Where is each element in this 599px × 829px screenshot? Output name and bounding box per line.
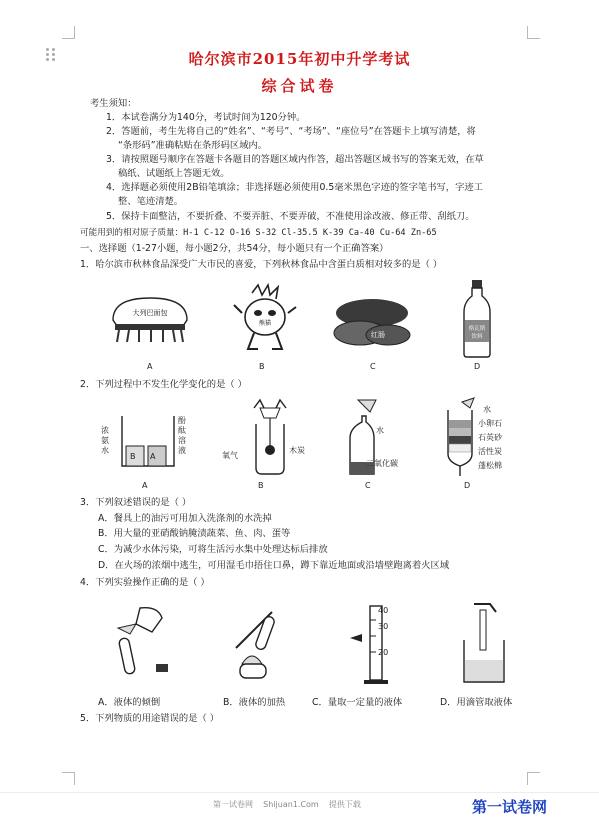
notice-item: 1．本试卷满分为140分，考试时间为120分钟。 [106, 112, 306, 123]
question-3-stem: 3．下列叙述错误的是（ ） [80, 497, 192, 508]
pouring-liquid-diagram [100, 604, 180, 684]
heating-liquid-diagram [222, 604, 292, 684]
q4-option-a: A．液体的倾倒 [98, 697, 161, 708]
q3-option-b: B．用大量的亚硝酸钠腌渍蔬菜、鱼、肉、蛋等 [98, 528, 291, 539]
footer-brand-logo[interactable]: 第一试卷网 [472, 798, 548, 816]
cylinder-tick-40: 40 [378, 606, 389, 615]
q3-option-d: D．在火场的浓烟中逃生，可用湿毛巾捂住口鼻，蹲下靠近地面或沿墙壁跑离着火区域 [98, 560, 450, 571]
notice-item: 3．请按照题号顺序在答题卡各题目的答题区域内作答，超出答题区域书写的答案无效，在草 [106, 154, 484, 165]
dropper-diagram [450, 600, 520, 686]
section-heading: 一、选择题（1-27小题，每小题2分，共54分，每小题只有一个正确答案） [80, 243, 389, 254]
atomic-masses: 可能用到的相对原子质量：H-1 C-12 O-16 S-32 Cl-35.5 K-39 Ca-40 Cu-64 Zn-65 [80, 228, 437, 238]
panda-mascot-image [230, 283, 300, 355]
footer-divider [0, 792, 599, 793]
measuring-cylinder-diagram [340, 600, 400, 686]
notice-item: 2．答题前，考生先将自己的“姓名”、“考号”、“考场”、“座位号”在答题卡上填写清楚，将 [106, 126, 476, 137]
option-label: A [147, 362, 153, 371]
q4-option-c: C．量取一定量的液体 [312, 697, 403, 708]
option-label: A [142, 481, 148, 490]
beaker-label-b: B [130, 452, 136, 461]
exam-title: 哈尔滨市2015年初中升学考试 [188, 50, 411, 68]
crop-mark-top-right [527, 26, 540, 39]
question-2-stem: 2．下列过程中不发生化学变化的是（ ） [80, 379, 247, 390]
panda-label: 熊猫 [258, 320, 272, 327]
label-oxygen: 氧气 [222, 451, 238, 460]
sausage-image [330, 295, 415, 350]
cylinder-tick-20: 20 [378, 648, 389, 657]
notice-item: 5．保持卡面整洁，不要折叠、不要弄脏、不要弄破，不准使用涂改液、修正带、刮纸刀。 [106, 211, 475, 222]
label-activated-carbon: 活性炭 [478, 447, 502, 456]
notice-item: 4．选择题必须使用2B铅笔填涂；非选择题必须使用0.5毫米黑色字迹的签字笔书写，字迹工 [106, 182, 483, 193]
question-5-stem: 5．下列物质的用途错误的是（ ） [80, 713, 220, 724]
label-cotton: 蓬松棉 [478, 461, 502, 470]
q3-option-a: A．餐具上的油污可用加入洗涤剂的水洗掉 [98, 513, 272, 524]
option-label: B [258, 481, 264, 490]
sausage-label: 红肠 [371, 331, 385, 339]
kvass-label: 格瓦斯 [468, 326, 486, 332]
q4-option-b: B．液体的加热 [223, 697, 286, 708]
option-label: C [370, 362, 376, 371]
q4-option-d: D．用滴管取液体 [440, 697, 513, 708]
exam-subtitle: 综合试卷 [261, 77, 338, 95]
notice-item: 整、笔迹清楚。 [118, 196, 184, 207]
question-4-stem: 4．下列实验操作正确的是（ ） [80, 577, 210, 588]
bread-image [105, 290, 195, 350]
question-1-stem: 1．哈尔滨市秋林食品深受广大市民的喜爱，下列秋林食品中含蛋白质相对较多的是（ ） [80, 259, 443, 270]
notice-heading: 考生须知： [90, 98, 137, 109]
label-phenolphthalein: 酚 酞 溶 液 [178, 416, 186, 455]
label-water-d: 水 [483, 405, 491, 414]
beaker-label-a: A [150, 452, 156, 461]
kvass-bottle-image [462, 280, 492, 358]
water-filter-diagram [440, 396, 480, 478]
drink-label: 饮料 [471, 334, 483, 340]
label-carbon-dioxide: 二氧化碳 [366, 459, 398, 468]
notice-item: 稿纸、试题纸上答题无效。 [118, 168, 230, 179]
charcoal-combustion-diagram [240, 398, 300, 476]
label-pebbles: 小卵石 [478, 419, 502, 428]
footer-text: 第一试卷网 Shijuan1.Com 提供下载 [213, 800, 361, 809]
ammonia-phenolphthalein-diagram [108, 410, 188, 470]
bread-label: 大列巴面包 [132, 309, 168, 317]
crop-mark-bottom-left [62, 772, 75, 785]
option-label: D [464, 481, 471, 490]
label-quartz-sand: 石英砂 [478, 433, 502, 442]
label-charcoal: 木炭 [289, 446, 305, 455]
option-label: D [474, 362, 481, 371]
q3-option-c: C．为减少水体污染，可将生活污水集中处理达标后排放 [98, 544, 328, 555]
label-water: 水 [376, 426, 384, 435]
cylinder-tick-30: 30 [378, 622, 389, 631]
notice-item: “条形码”准确粘贴在条形码区域内。 [118, 140, 268, 151]
option-label: C [365, 481, 371, 490]
option-label: B [259, 362, 265, 371]
label-ammonia: 浓 氨 水 [101, 426, 109, 455]
crop-mark-bottom-right [527, 772, 540, 785]
crop-mark-top-left [62, 26, 75, 39]
